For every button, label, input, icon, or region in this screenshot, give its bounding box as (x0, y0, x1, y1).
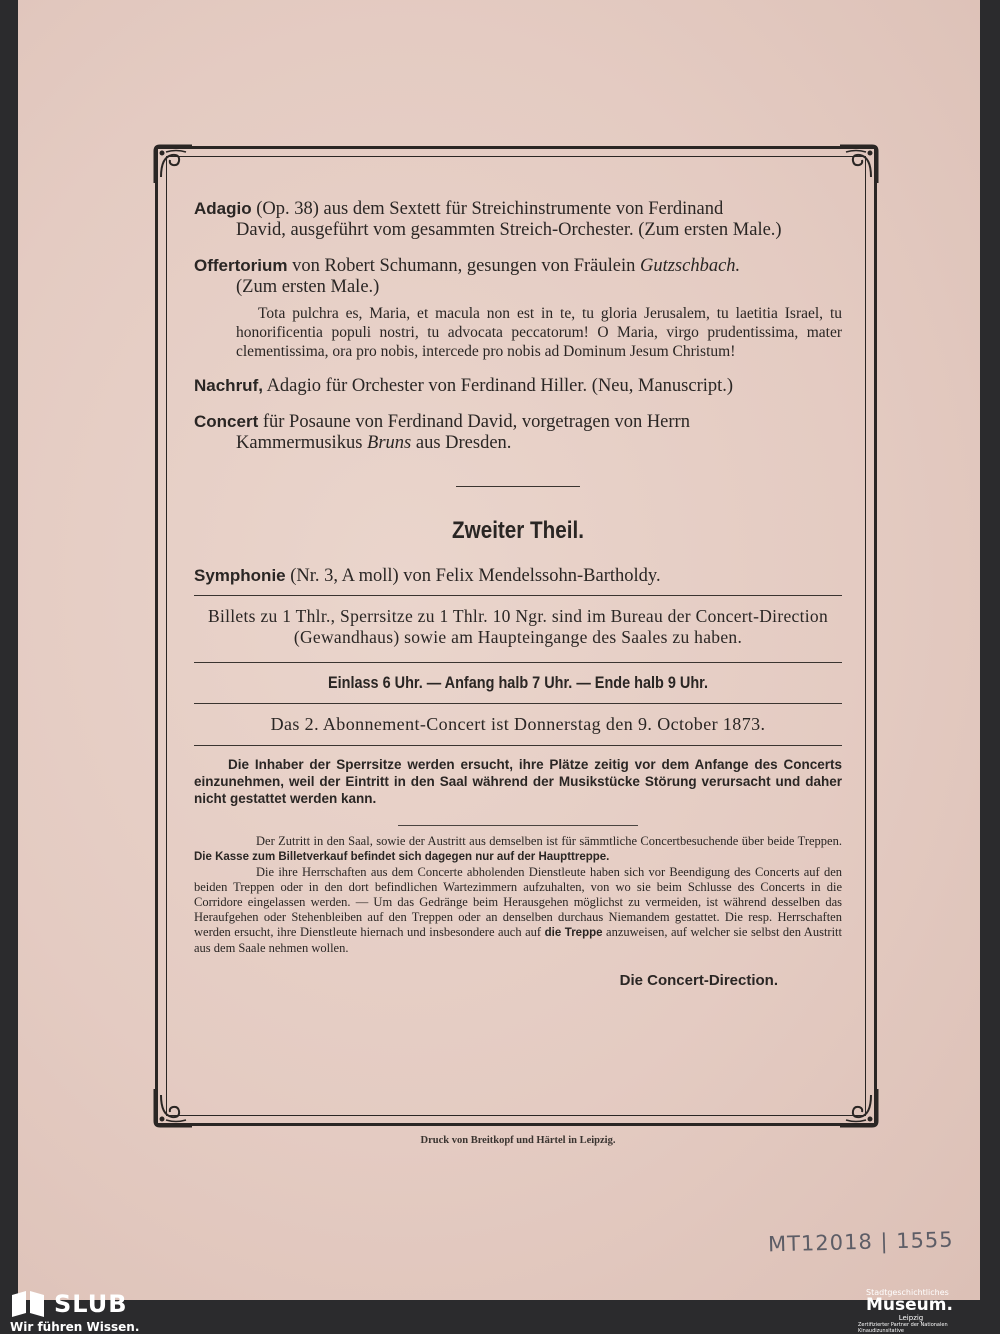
fine-print-p2-text: Die ihre Herrschaften aus dem Concerte abholenden Dienstleute haben sich vor Beendigung des Concerts auf den beiden Treppen oder in den dort befindlichen Wartezimmern aufzuhalten, von wo sie beim Schlusse des Concerts in die Corridore eingelassen werden. — Um das Gedränge beim Herausgehen möglichst zu vermeiden, ist während desselben das Heraufgehen oder Stehenbleiben auf den Treppen oder an denselben durchaus Niemandem gestattet. Die resp. Herrschaften werden ersucht, ihre Dienstleute hiernach und insbesondere auch auf (194, 865, 842, 939)
offertorium-latin-text: Tota pulchra es, Maria, et macula non est in te, tu gloria Jerusalem, tu laetitia Israel, tu honorificentia populi nostri, tu advocata peccatorum! O Maria, virgo prudentissima, mater clementissima, ora pro nobis, intercede pro nobis ad Dominum Jesum Christum! (236, 305, 842, 360)
nachruf-keyword: Nachruf, (194, 376, 263, 395)
part-two-heading: Zweiter Theil. (452, 517, 584, 544)
slub-tagline: Wir führen Wissen. (10, 1320, 140, 1334)
ornament-corner-bottom-right-icon (836, 1085, 880, 1129)
offertorium-keyword: Offertorium (194, 256, 288, 275)
program-item-nachruf (194, 375, 842, 397)
ornament-corner-top-right-icon (836, 143, 880, 187)
museum-line-2: Museum. (866, 1295, 953, 1315)
concert-keyword: Concert (194, 412, 259, 431)
fine-print-paragraph-2 (194, 865, 842, 956)
concert-performer: Bruns (367, 433, 412, 453)
program-content (194, 198, 842, 989)
divider-rule (194, 745, 842, 746)
fine-print-paragraph-1 (194, 834, 842, 865)
museum-line-4: Zertifizierter Partner der Nationalen Kinaudizunsitative (858, 1322, 948, 1334)
divider-rule (194, 662, 842, 663)
divider-rule (194, 703, 842, 704)
signature-concert-direction: Die Concert-Direction. (619, 972, 778, 989)
concert-first-line: für Posaune von Ferdinand David, vorgetragen von Herrn (258, 412, 690, 432)
offertorium-first-line: von Robert Schumann, gesungen von Fräulein (287, 256, 640, 276)
concert-times: Einlass 6 Uhr. — Anfang halb 7 Uhr. — Ende halb 9 Uhr. (327, 673, 709, 692)
printer-imprint: Druck von Breitkopf und Härtel in Leipzig. (420, 1135, 616, 1146)
seat-holders-notice: Die Inhaber der Sperrsitze werden ersucht, ihre Plätze zeitig vor dem Anfange des Concerts einzunehmen, weil der Eintritt in den Saal während der Musikstücke Störung verursacht und daher nicht gestattet werden kann. (194, 757, 842, 806)
adagio-first-line: (Op. 38) aus dem Sextett für Streichinstrumente von Ferdinand (251, 199, 724, 219)
slub-logo[interactable] (10, 1290, 139, 1334)
museum-line-1: Stadtgeschichtliches (866, 1288, 949, 1297)
offertorium-continuation: (Zum ersten Male.) (236, 277, 380, 297)
divider-rule (194, 595, 842, 596)
program-item-adagio (194, 198, 842, 241)
nachruf-text: Adagio für Orchester von Ferdinand Hiller. (Neu, Manuscript.) (262, 376, 734, 396)
ornament-corner-bottom-left-icon (152, 1085, 196, 1129)
fine-print-divider (398, 825, 638, 826)
section-divider (456, 486, 580, 487)
fine-print-p2-bold: die Treppe (544, 927, 603, 939)
symphonie-text: (Nr. 3, A moll) von Felix Mendelssohn-Bartholdy. (285, 566, 661, 586)
fine-print-p2-end: anzuweisen, auf welcher sie selbst den Austritt aus dem Saale nehmen wollen. (194, 925, 842, 955)
slub-name: SLUB (54, 1290, 128, 1318)
adagio-keyword: Adagio (194, 199, 252, 218)
program-item-concert (194, 411, 842, 454)
fine-print (194, 834, 842, 956)
ticket-information: Billets zu 1 Thlr., Sperrsitze zu 1 Thlr. 10 Ngr. sind im Bureau der Concert-Direction (Gewandhaus) sowie am Haupteingange des Saales zu haben. (207, 606, 829, 647)
fine-print-p1-bold: Die Kasse zum Billetverkauf befindet sich dagegen nur auf der Haupttreppe. (194, 851, 610, 863)
ornament-corner-top-left-icon (152, 143, 196, 187)
museum-line-3: Leipzig (898, 1314, 924, 1322)
fine-print-p1-text: Der Zutritt in den Saal, sowie der Austritt aus demselben ist für sämmtliche Concertbesuchende über beide Treppen. (256, 834, 842, 848)
symphonie-keyword: Symphonie (194, 566, 286, 585)
next-concert-note: Das 2. Abonnement-Concert ist Donnerstag den 9. October 1873. (270, 714, 766, 734)
slub-emblem-icon (10, 1291, 46, 1317)
adagio-continuation: David, ausgeführt vom gesammten Streich-Orchester. (Zum ersten Male.) (236, 220, 782, 240)
program-item-symphonie (194, 565, 842, 587)
offertorium-singer: Gutzschbach. (639, 256, 741, 276)
concert-continuation-b: aus Dresden. (411, 433, 512, 453)
museum-logo[interactable] (858, 1288, 983, 1334)
concert-continuation-a: Kammermusikus (236, 433, 368, 453)
shelfmark-handwriting: MT12018 | 1555 (767, 1227, 954, 1257)
program-item-offertorium (194, 255, 842, 298)
